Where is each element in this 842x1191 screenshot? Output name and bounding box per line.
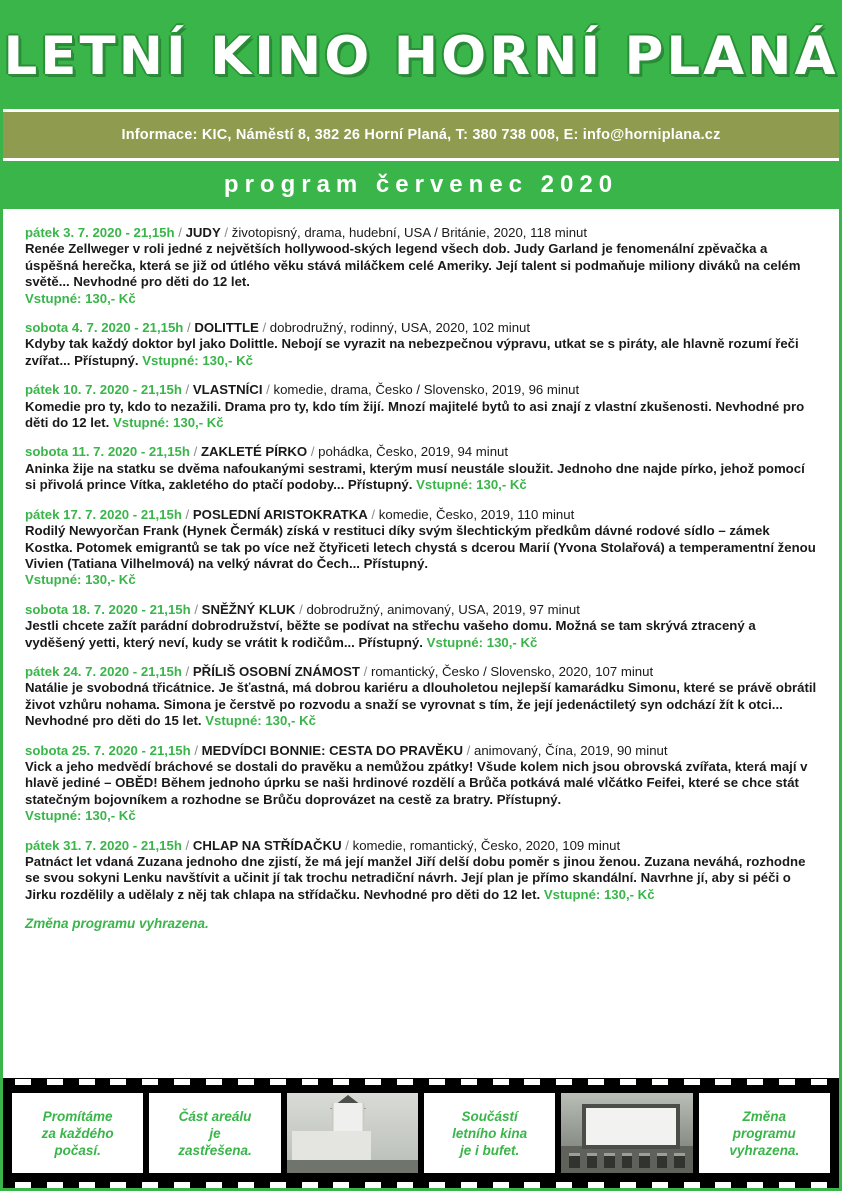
film-title: JUDY <box>185 225 221 240</box>
filmstrip-perforation <box>397 1079 413 1085</box>
film-price-line <box>25 291 817 307</box>
film-description-text: Rodilý Newyorčan Frank (Hynek Čermák) získá v restituci díky svým šlechtickým předkům dávné rodové sídlo – zámek Kostka. Potomek emigrantů se tak po více než čtyřiceti letech chystá s dcerou Marií (Yvona Stolařová) a temperamentní ženou Vivien (Tatiana Vilhelmová) na velký návrat do Čech... Přístupný. <box>25 523 816 571</box>
separator: / <box>181 837 193 853</box>
title-banner <box>3 3 839 109</box>
program-month-bar <box>3 161 839 209</box>
filmstrip-perforation <box>110 1079 126 1085</box>
separator: / <box>295 601 307 617</box>
film-header-line <box>25 320 817 336</box>
film-title: ZAKLETÉ PÍRKO <box>200 444 308 460</box>
film-title: CHLAP NA STŘÍDAČKU <box>192 837 342 853</box>
film-header-line <box>25 225 817 241</box>
film-datetime: sobota 25. 7. 2020 - 21,15h <box>25 742 191 758</box>
film-price-line <box>25 572 817 588</box>
film-genre-meta: pohádka, Česko, 2019, 94 minut <box>318 444 509 460</box>
film-description-text: Kdyby tak každý doktor byl jako Dolittle. Nebojí se vyrazit na nebezpečnou výpravu, utkat se s piráty, ale hlavně rozumí řeči zvířat... Přístupný. <box>25 336 799 368</box>
film-datetime: pátek 3. 7. 2020 - 21,15h <box>25 225 175 240</box>
film-datetime: pátek 24. 7. 2020 - 21,15h <box>25 663 182 679</box>
film-genre-meta: dobrodružný, animovaný, USA, 2019, 97 minut <box>306 601 580 617</box>
film-genre-meta: dobrodružný, rodinný, USA, 2020, 102 minut <box>269 320 531 336</box>
film-genre-meta: životopisný, drama, hudební, USA / Británie, 2020, 118 minut <box>231 225 588 240</box>
filmstrip-perforation <box>206 1079 222 1085</box>
filmstrip-perforation <box>429 1079 445 1085</box>
film-datetime: sobota 11. 7. 2020 - 21,15h <box>25 444 190 460</box>
chair <box>569 1153 579 1168</box>
chair <box>622 1153 632 1168</box>
filmstrip-perforations-top <box>3 1078 839 1085</box>
filmstrip-perforation <box>715 1079 731 1085</box>
outdoor-screen-photo <box>561 1093 692 1173</box>
film-header-line <box>25 743 817 759</box>
film-header-line <box>25 507 817 523</box>
film-title: SNĚŽNÝ KLUK <box>201 601 296 617</box>
separator: / <box>307 444 319 460</box>
program-month-label: program červenec 2020 <box>223 171 619 198</box>
ground <box>287 1160 418 1173</box>
chair <box>639 1153 649 1168</box>
chair <box>657 1153 667 1168</box>
film-price: Vstupné: 130,- Kč <box>416 477 527 493</box>
film-datetime: pátek 31. 7. 2020 - 21,15h <box>25 837 182 853</box>
filmstrip-perforation <box>620 1182 636 1188</box>
filmstrip-perforation <box>620 1079 636 1085</box>
film-description-text: Komedie pro ty, kdo to nezažili. Drama pro ty, kdo tím žijí. Mnozí majitelé bytů to asi znají z vlastní zkušenosti. Nevhodné pro děti do 12 let. <box>25 398 805 431</box>
filmstrip-perforation <box>429 1182 445 1188</box>
filmstrip-perforation <box>588 1182 604 1188</box>
separator: / <box>174 225 186 240</box>
film-header-line <box>25 664 817 680</box>
film-datetime: sobota 18. 7. 2020 - 21,15h <box>25 601 191 617</box>
filmstrip-perforation <box>174 1182 190 1188</box>
filmstrip-perforation <box>493 1079 509 1085</box>
film-description-text: Jestli chcete zažít parádní dobrodružství, běžte se podívat na střechu vašeho domu. Možná se tam skrývá ztracený a vyděšený yetti, který neví, kudy se vrátit k rodičům... Přístupný. <box>25 618 756 650</box>
film-entry <box>25 320 817 369</box>
filmstrip-perforation <box>15 1182 31 1188</box>
filmstrip-cells <box>9 1085 833 1181</box>
filmstrip-perforation <box>47 1182 63 1188</box>
filmstrip-perforation <box>142 1182 158 1188</box>
filmstrip-perforation <box>652 1182 668 1188</box>
filmstrip-caption: Součástí letního kina je i bufet. <box>452 1108 528 1158</box>
church-body <box>292 1131 371 1161</box>
filmstrip-perforation <box>684 1079 700 1085</box>
filmstrip-perforation <box>238 1079 254 1085</box>
film-genre-meta: komedie, Česko, 2019, 110 minut <box>378 506 575 522</box>
film-description <box>25 461 817 494</box>
filmstrip-perforation <box>524 1079 540 1085</box>
film-datetime: pátek 10. 7. 2020 - 21,15h <box>25 382 182 398</box>
film-title: PŘÍLIŠ OSOBNÍ ZNÁMOST <box>192 663 360 679</box>
separator: / <box>262 382 274 398</box>
film-entry <box>25 743 817 825</box>
film-title: POSLEDNÍ ARISTOKRATKA <box>192 506 368 522</box>
filmstrip-perforation <box>15 1079 31 1085</box>
filmstrip-caption-cell <box>149 1093 280 1173</box>
separator: / <box>359 663 371 679</box>
seating-row <box>569 1151 685 1169</box>
film-title: MEDVÍDCI BONNIE: CESTA DO PRAVĚKU <box>201 742 463 758</box>
film-entry <box>25 444 817 493</box>
filmstrip-perforation <box>333 1182 349 1188</box>
filmstrip-perforation <box>747 1182 763 1188</box>
film-price: Vstupné: 130,- Kč <box>25 290 136 306</box>
filmstrip-perforation <box>524 1182 540 1188</box>
film-description <box>25 759 817 808</box>
filmstrip-perforation <box>588 1079 604 1085</box>
film-price: Vstupné: 130,- Kč <box>142 352 253 368</box>
film-description <box>25 241 817 290</box>
film-genre-meta: komedie, drama, Česko / Slovensko, 2019, 96 minut <box>273 382 580 398</box>
film-price: Vstupné: 130,- Kč <box>25 808 136 824</box>
film-datetime: pátek 17. 7. 2020 - 21,15h <box>25 506 182 522</box>
separator: / <box>181 382 193 398</box>
film-price: Vstupné: 130,- Kč <box>543 886 655 902</box>
film-description <box>25 523 817 572</box>
film-entry <box>25 382 817 431</box>
filmstrip-perforations-bottom <box>3 1181 839 1188</box>
film-description <box>25 399 817 432</box>
film-title: DOLITTLE <box>194 320 259 336</box>
film-description-text: Vick a jeho medvědí bráchové se dostali do pravěku a nemůžou zpátky! Všude kolem nich jsou obrovská zvířata, která mají v hlavě jediné – OBĚD! Během jednoho úprku se naši hrdinové rozdělí a Brůča potkává malé vlčátko Feifei, které se chce stát statečným bojovníkem a rozhodne se Brůču doprovázet na cestě za bratry. Přístupný. <box>25 758 808 807</box>
film-price: Vstupné: 130,- Kč <box>205 713 316 729</box>
filmstrip-caption-cell <box>12 1093 143 1173</box>
film-listing <box>3 209 839 931</box>
film-header-line <box>25 602 817 618</box>
chair <box>674 1153 684 1168</box>
separator: / <box>367 506 379 522</box>
contact-info-bar <box>3 109 839 161</box>
separator: / <box>258 320 270 336</box>
separator: / <box>341 837 353 853</box>
filmstrip-perforation <box>461 1182 477 1188</box>
separator: / <box>183 320 195 336</box>
filmstrip-perforation <box>142 1079 158 1085</box>
film-genre-meta: animovaný, Čína, 2019, 90 minut <box>474 742 668 758</box>
film-header-line <box>25 444 817 460</box>
filmstrip-perforation <box>47 1079 63 1085</box>
church-photo <box>287 1093 418 1173</box>
program-change-note: Změna programu vyhrazena. <box>25 916 209 932</box>
filmstrip-perforation <box>302 1182 318 1188</box>
filmstrip-caption: Změna programu vyhrazena. <box>729 1108 800 1158</box>
film-entry <box>25 225 817 307</box>
filmstrip-perforation <box>206 1182 222 1188</box>
filmstrip-caption-cell <box>424 1093 555 1173</box>
filmstrip-perforation <box>79 1182 95 1188</box>
filmstrip-perforation <box>715 1182 731 1188</box>
filmstrip-perforation <box>302 1079 318 1085</box>
film-description-text: Patnáct let vdaná Zuzana jednoho dne zjistí, že má její manžel Jiří delší dobu poměr s jinou ženou. Zuzana neváhá, rozhodne se svou sokyni Lenku navštívit a učinit jí tak trochu netradiční návrh. Její plan je přímo skandální. Navrhne jí, aby si péči o Jirku rozdělily a udělaly z něj tak chlapa na střídačku. Nevhodné pro děti do 12 let. <box>25 854 806 902</box>
film-description <box>25 680 817 729</box>
film-description-text: Aninka žije na statku se dvěma nafoukanými sestrami, kterým musí neustále sloužit. Jednoho dne najde pírko, jehož pomocí si přivolá prince Vítka, zakletého do ptačí podoby... Přístupný. <box>25 460 805 493</box>
filmstrip-perforation <box>779 1182 795 1188</box>
filmstrip-perforation <box>174 1079 190 1085</box>
filmstrip-caption: Promítáme za každého počasí. <box>41 1108 114 1158</box>
filmstrip-perforation <box>747 1079 763 1085</box>
film-description <box>25 336 817 369</box>
contact-info-text: Informace: KIC, Náměstí 8, 382 26 Horní Planá, T: 380 738 008, E: info@horniplana.cz <box>121 127 721 143</box>
filmstrip-perforation <box>365 1079 381 1085</box>
filmstrip-caption: Část areálu je zastřešena. <box>178 1108 252 1158</box>
filmstrip-perforation <box>270 1079 286 1085</box>
filmstrip-perforation <box>270 1182 286 1188</box>
film-description <box>25 618 817 651</box>
chair <box>587 1153 597 1168</box>
filmstrip-perforation <box>556 1182 572 1188</box>
separator: / <box>220 225 232 240</box>
filmstrip-caption-cell <box>699 1093 830 1173</box>
filmstrip-perforation <box>333 1079 349 1085</box>
filmstrip-perforation <box>779 1079 795 1085</box>
film-description-text: Renée Zellweger v roli jedné z největších hollywood-ských legend všech dob. Judy Garland je fenomenální zpěvačka a úspěšná herečka, která se již od útlého věku stává miláčkem celé Ameriky. Její talent si podmaňuje miliony diváků na celém světě... Nevhodné pro děti do 12 let. <box>25 241 801 290</box>
film-title: VLASTNÍCI <box>192 382 263 398</box>
filmstrip-perforation <box>397 1182 413 1188</box>
film-entry <box>25 507 817 589</box>
film-datetime: sobota 4. 7. 2020 - 21,15h <box>25 320 184 336</box>
filmstrip-perforation <box>110 1182 126 1188</box>
separator: / <box>190 601 202 617</box>
separator: / <box>181 663 193 679</box>
separator: / <box>190 742 202 758</box>
film-price-line <box>25 808 817 824</box>
film-entry <box>25 838 817 904</box>
film-price: Vstupné: 130,- Kč <box>25 572 136 588</box>
filmstrip-perforation <box>556 1079 572 1085</box>
filmstrip-perforation <box>461 1079 477 1085</box>
projection-screen <box>582 1104 679 1149</box>
separator: / <box>181 506 193 522</box>
film-price: Vstupné: 130,- Kč <box>112 415 224 431</box>
filmstrip-perforation <box>365 1182 381 1188</box>
filmstrip-footer <box>3 1078 839 1188</box>
filmstrip-perforation <box>811 1182 827 1188</box>
filmstrip-perforation <box>811 1079 827 1085</box>
film-genre-meta: komedie, romantický, Česko, 2020, 109 minut <box>352 837 621 853</box>
separator: / <box>463 742 474 758</box>
film-header-line <box>25 382 817 398</box>
film-header-line <box>25 838 817 854</box>
film-entry <box>25 664 817 730</box>
film-genre-meta: romantický, Česko / Slovensko, 2020, 107 minut <box>370 663 654 679</box>
filmstrip-perforation <box>652 1079 668 1085</box>
filmstrip-perforation <box>493 1182 509 1188</box>
chair <box>604 1153 614 1168</box>
film-description <box>25 854 817 903</box>
film-entry <box>25 602 817 651</box>
separator: / <box>189 444 201 460</box>
film-price: Vstupné: 130,- Kč <box>426 634 538 650</box>
page-title: LETNÍ KINO HORNÍ PLANÁ <box>3 25 839 87</box>
filmstrip-perforation <box>238 1182 254 1188</box>
filmstrip-perforation <box>79 1079 95 1085</box>
film-description-text: Natálie je svobodná třicátnice. Je šťastná, má dobrou kariéru a dlouholetou nejlepší kamarádku Simonu, které se právě obrátil život vzhůru nohama. Simona je čerstvě po rozvodu a snaží se vyrovnat s tím, že její jedenáctiletý syn odchází žít k otci... Nevhodné pro děti do 15 let. <box>25 680 817 729</box>
filmstrip-perforation <box>684 1182 700 1188</box>
